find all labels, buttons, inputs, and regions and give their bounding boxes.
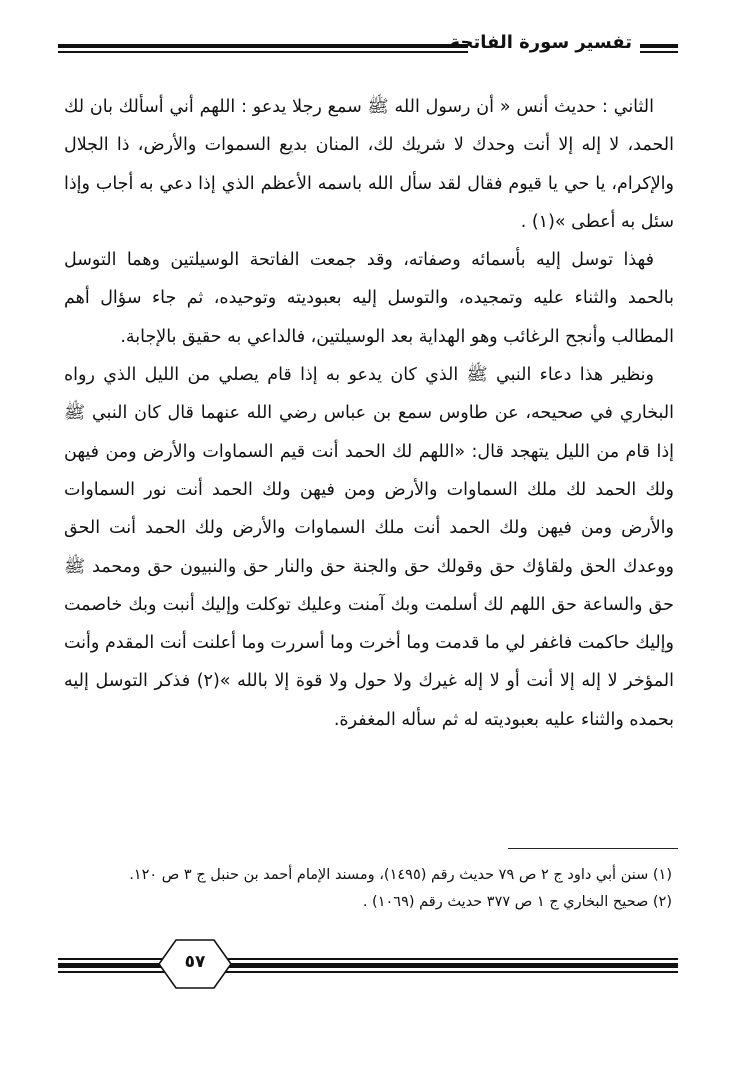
header-rule-right-thick: [640, 44, 678, 48]
footer-rule-thick: [58, 963, 678, 968]
footnote-1: (١) سنن أبي داود ج ٢ ص ٧٩ حديث رقم (١٤٩٥)، ومسند الإمام أحمد بن حنبل ج ٣ ص ١٢٠.: [129, 867, 672, 883]
footnote-2: (٢) صحيح البخاري ج ١ ص ٣٧٧ حديث رقم (١٠٦٩) .: [362, 894, 672, 910]
running-header: [58, 30, 678, 66]
paragraph-3: ونظير هذا دعاء النبي ﷺ الذي كان يدعو به إذا قام يصلي من الليل الذي رواه البخاري في صحيحه، عن طاوس سمع بن عباس رضي الله عنهما قال كان النبي ﷺ إذا قام من الليل يتهجد قال: «اللهم لك الحمد أنت قيم السماوات والأرض ومن فيهن ولك الحمد لك ملك السماوات والأرض ومن فيهن ولك الحمد أنت نور السماوات والأرض ومن فيهن ولك الحمد أنت ملك السماوات والأرض ولك الحمد أنت الحق ووعدك الحق ولقاؤك حق وقولك حق والجنة حق والنار حق والنبيون حق ومحمد ﷺ حق والساعة حق اللهم لك أسلمت وبك آمنت وعليك توكلت وإليك أنبت وبك خاصمت وإليك حاكمت فاغفر لي ما قدمت وما أخرت وما أسررت وما أعلنت أنت المقدم وأنت المؤخر لا إله إلا أنت أو لا إله غيرك ولا حول ولا قوة إلا بالله »(٢) فذكر التوسل إليه بحمده والثناء عليه بعبوديته له ثم سأله المغفرة.: [64, 365, 675, 730]
header-rule-thick: [58, 44, 468, 48]
page-number: ٥٧: [184, 952, 206, 972]
page-title: تفسير سورة الفاتحة: [449, 32, 632, 53]
header-rule-right-thin: [640, 51, 678, 53]
page-footer: [58, 938, 678, 998]
paragraph-2: فهذا توسل إليه بأسمائه وصفاته، وقد جمعت الفاتحة الوسيلتين وهما التوسل بالحمد والثناء عليه وتمجيده، والتوسل إليه بعبوديته وتوحيده، ثم جاء سؤال أهم المطالب وأنجح الرغائب وهو الهداية بعد الوسيلتين، فالداعي به حقيق بالإجابة.: [64, 250, 674, 347]
footer-rule-thin-bottom: [58, 971, 678, 973]
footnote-separator: [508, 848, 678, 849]
paragraph-1: الثاني : حديث أنس « أن رسول الله ﷺ سمع رجلا يدعو : اللهم أني أسألك بان لك الحمد، لا إله إلا أنت وحدك لا شريك لك، المنان بديع السموات والأرض، ذا الجلال والإكرام، يا حي يا قيوم فقال لقد سأل الله باسمه الأعظم الذي إذا دعي به أجاب وإذا سئل به أعطى »(١) .: [64, 97, 674, 232]
footnotes: [64, 862, 672, 916]
footer-rule-thin-top: [58, 958, 678, 960]
main-text: [64, 88, 674, 739]
header-rule-thin: [58, 51, 468, 53]
